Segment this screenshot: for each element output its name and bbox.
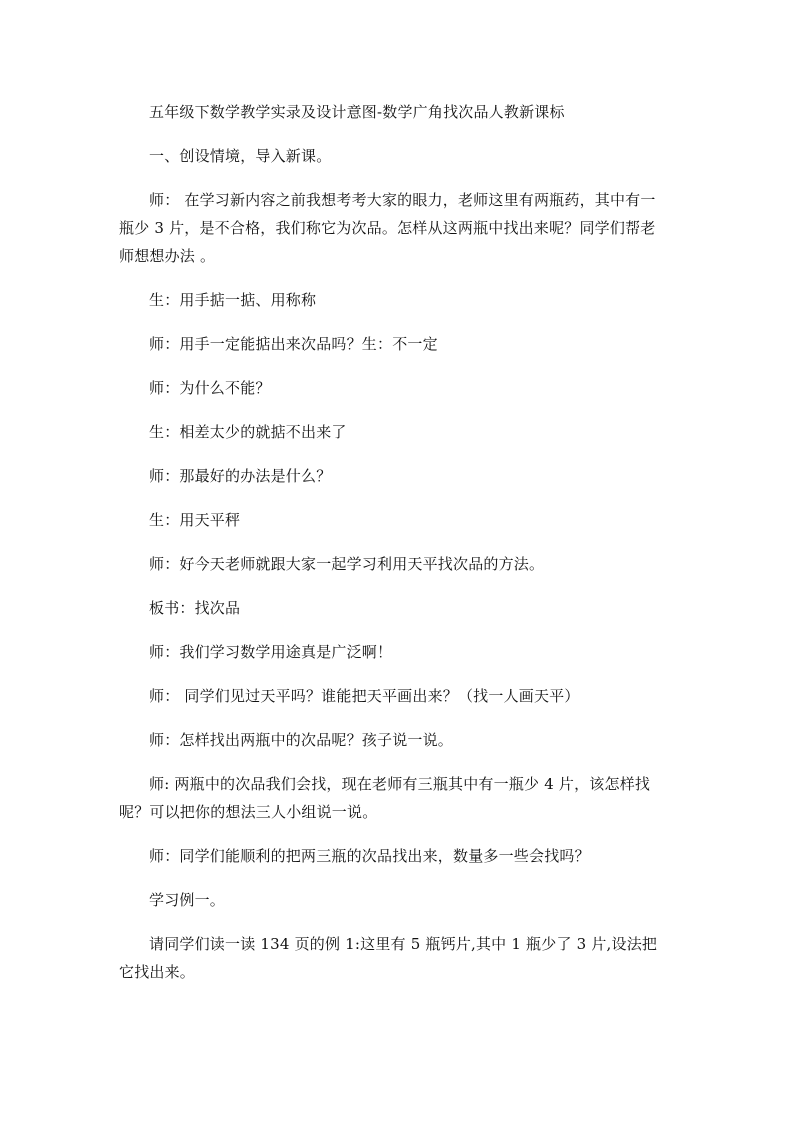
paragraph: 师：用手一定能掂出来次品吗？生：不一定 <box>149 335 438 353</box>
paragraph: 师：我们学习数学用途真是广泛啊！ <box>149 643 393 661</box>
paragraph: 师：怎样找出两瓶中的次品呢？孩子说一说。 <box>149 731 454 749</box>
paragraph: 生：用手掂一掂、用称称 <box>149 291 317 309</box>
document-content <box>119 98 659 1002</box>
paragraph: 学习例一。 <box>149 891 226 909</box>
paragraph: 师：好今天老师就跟大家一起学习利用天平找次品的方法。 <box>149 555 545 573</box>
paragraph: 师：那最好的办法是什么？ <box>149 467 332 485</box>
paragraph: 师：同学们能顺利的把两三瓶的次品找出来，数量多一些会找吗？ <box>149 847 590 865</box>
paragraph: 师： 在学习新内容之前我想考考大家的眼力，老师这里有两瓶药，其中有一瓶少 3 片，是不合格，我们称它为次品。怎样从这两瓶中找出来呢？同学们帮老师想想办法 。 <box>119 191 656 265</box>
paragraph: 生：用天平秤 <box>149 511 241 529</box>
document-title: 五年级下数学教学实录及设计意图-数学广角找次品人教新课标 <box>149 103 565 121</box>
paragraph: 生：相差太少的就掂不出来了 <box>149 423 347 441</box>
paragraph: 师: 两瓶中的次品我们会找，现在老师有三瓶其中有一瓶少 4 片，该怎样找呢？可以把你的想法三人小组说一说。 <box>119 775 651 821</box>
paragraph: 请同学们读一读 134 页的例 1:这里有 5 瓶钙片,其中 1 瓶少了 3 片,设法把它找出来。 <box>119 935 658 981</box>
paragraph: 师： 同学们见过天平吗？谁能把天平画出来？（找一人画天平） <box>149 687 580 705</box>
paragraph: 板书：找次品 <box>149 599 241 617</box>
paragraph: 师：为什么不能？ <box>149 379 271 397</box>
section-heading: 一、创设情境，导入新课。 <box>149 147 332 165</box>
